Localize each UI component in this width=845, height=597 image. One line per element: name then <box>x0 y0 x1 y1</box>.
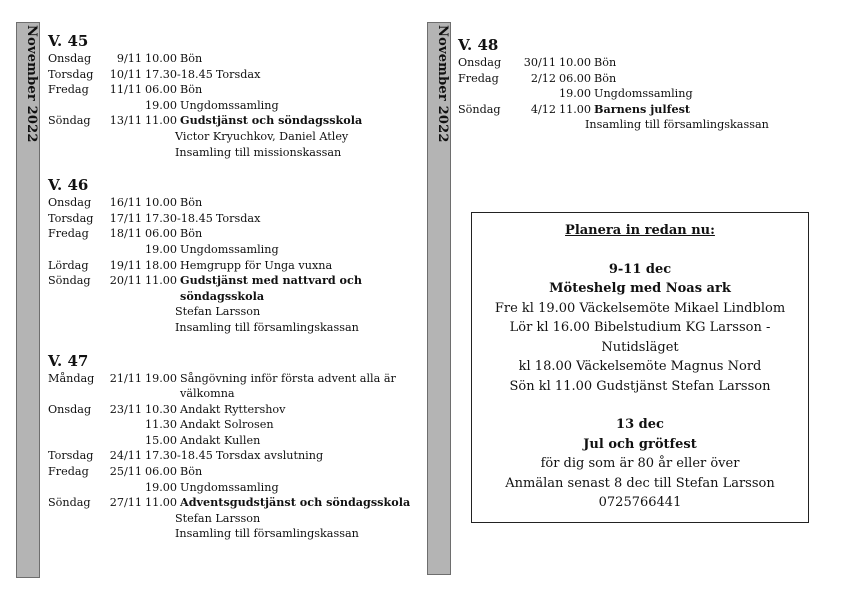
day-cell: Fredag <box>458 71 499 85</box>
date-cell: 10/11 <box>109 67 142 81</box>
day-cell: Torsdag <box>48 67 94 81</box>
activity-cell: Barnens julfest <box>594 101 691 116</box>
activity-cell: Bön <box>180 227 203 241</box>
activity-cell: Bön <box>180 196 203 210</box>
activity-cell: Sångövning inför första advent alla är välkomna <box>180 371 396 401</box>
time-cell: 11.30 <box>145 418 178 432</box>
date-cell: 17/11 <box>109 211 142 225</box>
row-note: Insamling till församlingskassan <box>175 527 359 541</box>
activity-cell: Gudstjänst och söndagsskola <box>180 113 363 128</box>
time-cell: 17.30-18.45 <box>145 449 213 463</box>
schedule-row <box>48 495 418 511</box>
day-cell: Onsdag <box>48 196 92 210</box>
schedule-row <box>48 371 418 402</box>
date-cell: 11/11 <box>109 83 142 97</box>
month-label: November 2022 <box>435 25 450 143</box>
week-title: V. 46 <box>48 176 89 195</box>
time-cell: 06.00 <box>145 83 178 97</box>
day-cell: Torsdag <box>48 211 94 225</box>
time-cell: 19.00 <box>559 87 592 101</box>
event1-line: Fre kl 19.00 Väckelsemöte Mikael Lindblom <box>494 300 786 316</box>
event1-line: Sön kl 11.00 Gudstjänst Stefan Larsson <box>509 378 771 394</box>
activity-cell: Ungdomssamling <box>180 480 279 494</box>
time-cell: 17.30-18.45 <box>145 211 213 225</box>
row-note: Stefan Larsson <box>175 511 261 525</box>
schedule-row <box>48 226 418 242</box>
event2-line: Anmälan senast 8 dec till Stefan Larsson <box>505 475 775 491</box>
day-cell: Söndag <box>458 102 501 116</box>
schedule-row <box>458 86 828 102</box>
schedule-row <box>48 211 418 227</box>
time-cell: 11.00 <box>145 114 178 128</box>
date-cell: 21/11 <box>109 371 142 385</box>
time-cell: 06.00 <box>145 465 178 479</box>
week-block <box>48 176 418 335</box>
schedule-row <box>48 480 418 496</box>
time-cell: 18.00 <box>145 258 178 272</box>
schedule-row <box>48 67 418 83</box>
activity-cell: Andakt Kullen <box>180 433 261 447</box>
activity-cell: Bön <box>180 83 203 97</box>
event2-line: 0725766441 <box>598 495 682 510</box>
day-cell: Fredag <box>48 227 89 241</box>
date-cell: 4/12 <box>530 102 556 116</box>
time-cell: 11.00 <box>145 496 178 510</box>
day-cell: Fredag <box>48 465 89 479</box>
schedule-row <box>48 417 418 433</box>
row-note: Insamling till församlingskassan <box>175 320 359 334</box>
schedule-row <box>48 82 418 98</box>
time-cell: 19.00 <box>145 242 178 256</box>
schedule-row <box>48 402 418 418</box>
activity-cell: Torsdax avslutning <box>215 449 324 463</box>
day-cell: Onsdag <box>458 56 502 69</box>
schedule-row <box>48 258 418 274</box>
day-cell: Måndag <box>48 371 95 385</box>
activity-cell: Ungdomssamling <box>180 242 279 256</box>
day-cell: Söndag <box>48 274 91 288</box>
activity-cell: Andakt Solrosen <box>180 418 274 432</box>
date-cell: 27/11 <box>109 496 142 510</box>
date-cell: 20/11 <box>109 274 142 288</box>
activity-cell: Bön <box>594 71 617 85</box>
schedule-row <box>458 71 828 87</box>
schedule-row <box>48 113 418 129</box>
schedule-row <box>48 433 418 449</box>
week-title: V. 47 <box>48 351 89 370</box>
activity-cell: Torsdax <box>215 67 261 81</box>
week-title: V. 45 <box>48 32 89 50</box>
week-block <box>48 352 418 543</box>
left-schedule-column <box>48 32 418 542</box>
event1-date: 9-11 dec <box>608 261 672 277</box>
date-cell: 13/11 <box>109 114 142 128</box>
date-cell: 18/11 <box>109 227 142 241</box>
schedule-row <box>48 195 418 211</box>
activity-cell: Ungdomssamling <box>594 87 693 101</box>
activity-cell: Ungdomssamling <box>180 98 279 112</box>
activity-cell: Bön <box>180 465 203 479</box>
time-cell: 10.00 <box>145 196 178 210</box>
day-cell: Onsdag <box>48 52 92 65</box>
event2-title: Jul och grötfest <box>583 436 697 452</box>
time-cell: 06.00 <box>145 227 178 241</box>
time-cell: 11.00 <box>145 274 178 288</box>
activity-cell: Andakt Ryttershov <box>180 402 286 416</box>
event1-title: Möteshelg med Noas ark <box>549 281 731 296</box>
time-cell: 19.00 <box>145 480 178 494</box>
date-cell: 25/11 <box>109 465 142 479</box>
schedule-row <box>48 51 418 67</box>
day-cell: Lördag <box>48 258 89 272</box>
activity-cell: Adventsgudstjänst och söndagsskola <box>180 495 411 510</box>
time-cell: 06.00 <box>559 71 592 85</box>
month-sidebar-left <box>16 22 40 578</box>
time-cell: 17.30-18.45 <box>145 67 213 81</box>
time-cell: 15.00 <box>145 433 178 447</box>
plan-ahead-box <box>471 212 809 523</box>
row-note: Insamling till församlingskassan <box>585 118 769 132</box>
month-label: November 2022 <box>24 25 39 143</box>
time-cell: 19.00 <box>145 371 178 385</box>
schedule-row <box>48 273 418 304</box>
event2-date: 13 dec <box>616 417 664 432</box>
event2-line: för dig som är 80 år eller över <box>540 456 740 471</box>
schedule-row <box>48 242 418 258</box>
day-cell: Torsdag <box>48 449 94 463</box>
schedule-row <box>48 448 418 464</box>
time-cell: 10.30 <box>145 402 178 416</box>
week-title: V. 48 <box>458 36 499 54</box>
row-note: Victor Kryuchkov, Daniel Atley <box>175 129 349 143</box>
month-sidebar-right <box>427 22 451 575</box>
event1-line: Nutidsläget <box>601 339 679 355</box>
schedule-row <box>48 98 418 114</box>
row-note: Stefan Larsson <box>175 305 261 319</box>
week-block <box>48 32 418 160</box>
day-cell: Söndag <box>48 114 91 128</box>
event1-line: kl 18.00 Väckelsemöte Magnus Nord <box>518 359 762 374</box>
schedule-row <box>458 102 828 118</box>
activity-cell: Bön <box>594 56 617 69</box>
date-cell: 16/11 <box>109 196 142 210</box>
week-block <box>458 36 828 133</box>
row-note: Insamling till missionskassan <box>175 145 342 159</box>
date-cell: 9/11 <box>116 52 142 65</box>
date-cell: 2/12 <box>530 71 556 85</box>
right-schedule-column <box>458 36 828 133</box>
activity-cell: Bön <box>180 52 203 65</box>
date-cell: 30/11 <box>523 56 556 69</box>
day-cell: Fredag <box>48 83 89 97</box>
date-cell: 24/11 <box>109 449 142 463</box>
day-cell: Onsdag <box>48 402 92 416</box>
activity-cell: Torsdax <box>215 211 261 225</box>
date-cell: 19/11 <box>109 258 142 272</box>
time-cell: 10.00 <box>559 56 592 69</box>
time-cell: 10.00 <box>145 52 178 65</box>
plan-heading: Planera in redan nu: <box>565 223 715 238</box>
schedule-row <box>48 464 418 480</box>
date-cell: 23/11 <box>109 402 142 416</box>
time-cell: 11.00 <box>559 102 592 116</box>
time-cell: 19.00 <box>145 98 178 112</box>
schedule-row <box>458 55 828 71</box>
activity-cell: Gudstjänst med nattvard och söndagsskola <box>180 273 362 303</box>
day-cell: Söndag <box>48 496 91 510</box>
event1-line: Lör kl 16.00 Bibelstudium KG Larsson - <box>509 320 771 335</box>
activity-cell: Hemgrupp för Unga vuxna <box>180 258 333 272</box>
